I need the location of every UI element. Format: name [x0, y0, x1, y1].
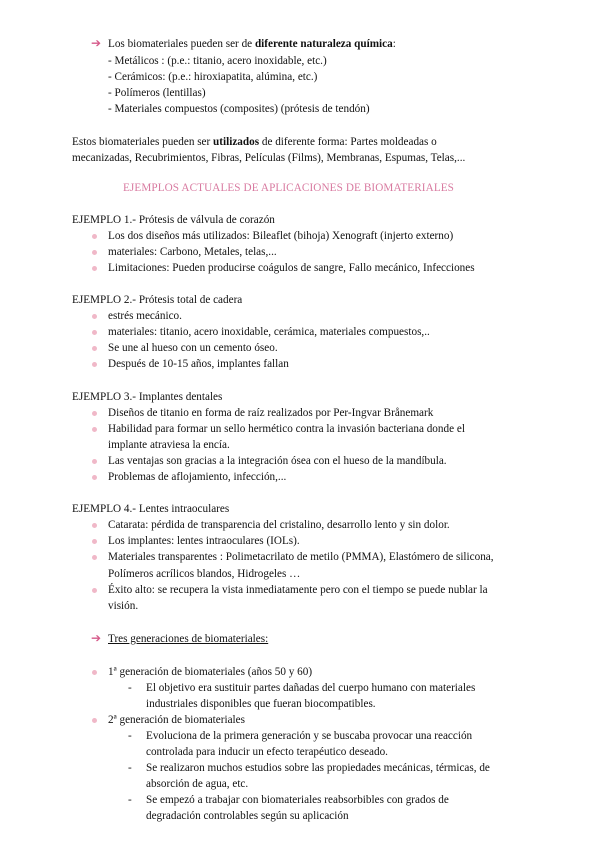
- bullet-dot-icon: [92, 266, 97, 271]
- bullet-dot-icon: [92, 411, 97, 416]
- bullet-dot-icon: [92, 523, 97, 528]
- bullet-dot-icon: [92, 362, 97, 367]
- arrow-bullet-icon: ➔: [91, 631, 102, 645]
- intro-lead-suffix: :: [392, 38, 396, 50]
- intro-lead: [108, 36, 396, 52]
- dash-bullet-icon: -: [128, 794, 132, 806]
- generation-item: Evoluciona de la primera generación y se buscaba provocar una reacción: [146, 730, 473, 742]
- generation-title: 2ª generación de biomateriales: [108, 714, 245, 726]
- example-item: Después de 10-15 años, implantes fallan: [108, 358, 289, 370]
- bullet-dot-icon: [92, 539, 97, 544]
- example-item: Los implantes: lentes intraoculares (IOLs).: [108, 535, 300, 547]
- section-title: EJEMPLOS ACTUALES DE APLICACIONES DE BIOMATERIALES: [123, 182, 455, 194]
- generation-item-continued: controlada para inducir un efecto terapéutico deseado.: [146, 746, 388, 758]
- example-item: Problemas de aflojamiento, infección,...: [108, 471, 287, 483]
- example-title: EJEMPLO 3.- Implantes dentales: [72, 391, 223, 403]
- bullet-dot-icon: [92, 427, 97, 432]
- example-item: Los dos diseños más utilizados: Bileaflet (bihoja) Xenograft (injerto externo): [108, 230, 454, 242]
- intro-lead-prefix: Los biomateriales pueden ser de: [108, 38, 255, 50]
- generation-item: Se realizaron muchos estudios sobre las propiedades mecánicas, térmicas, de: [146, 762, 490, 774]
- arrow-bullet-icon: ➔: [91, 36, 102, 50]
- generation-item-continued: absorción de agua, etc.: [146, 778, 249, 790]
- generation-title: 1ª generación de biomateriales (años 50 y 60): [108, 666, 313, 678]
- bullet-dot-icon: [92, 588, 97, 593]
- example-item: Éxito alto: se recupera la vista inmediatamente pero con el tiempo se puede nublar la: [108, 584, 488, 596]
- example-item: Catarata: pérdida de transparencia del cristalino, desarrollo lento y sin dolor.: [108, 519, 450, 531]
- example-item-continued: implante atraviesa la encía.: [108, 439, 230, 451]
- intro-lead-bold: diferente naturaleza química: [254, 38, 393, 50]
- bullet-dot-icon: [92, 330, 97, 335]
- example-item: Habilidad para formar un sello hermético contra la invasión bacteriana donde el: [108, 423, 465, 435]
- example-item: estrés mecánico.: [108, 310, 182, 322]
- dash-bullet-icon: -: [128, 682, 132, 694]
- intro-item: - Metálicos : (p.e.: titanio, acero inoxidable, etc.): [108, 55, 327, 67]
- bullet-dot-icon: [92, 670, 97, 675]
- bullet-dot-icon: [92, 250, 97, 255]
- generation-item: Se empezó a trabajar con biomateriales reabsorbibles con grados de: [146, 794, 449, 806]
- bullet-dot-icon: [92, 475, 97, 480]
- usage-prefix: Estos biomateriales pueden ser: [72, 136, 214, 148]
- bullet-dot-icon: [92, 459, 97, 464]
- usage-line-1: [72, 134, 437, 150]
- bullet-dot-icon: [92, 346, 97, 351]
- intro-item: - Cerámicos: (p.e.: hiroxiapatita, alúmina, etc.): [108, 71, 318, 83]
- example-item: Las ventajas son gracias a la integración ósea con el hueso de la mandíbula.: [108, 455, 447, 467]
- intro-item: - Materiales compuestos (composites) (prótesis de tendón): [108, 103, 370, 115]
- example-item: materiales: titanio, acero inoxidable, cerámica, materiales compuestos,..: [108, 326, 430, 338]
- bullet-dot-icon: [92, 314, 97, 319]
- example-item: Diseños de titanio en forma de raíz realizados por Per-Ingvar Brånemark: [108, 407, 434, 419]
- usage-suffix: de diferente forma: Partes moldeadas o: [259, 136, 437, 148]
- bullet-dot-icon: [92, 234, 97, 239]
- dash-bullet-icon: -: [128, 762, 132, 774]
- example-item-continued: visión.: [108, 600, 139, 612]
- example-title: EJEMPLO 4.- Lentes intraoculares: [72, 503, 230, 515]
- bullet-dot-icon: [92, 718, 97, 723]
- dash-bullet-icon: -: [128, 730, 132, 742]
- example-title: EJEMPLO 1.- Prótesis de válvula de corazón: [72, 214, 275, 226]
- usage-line-2: mecanizadas, Recubrimientos, Fibras, Películas (Films), Membranas, Espumas, Telas,...: [72, 152, 466, 164]
- example-title: EJEMPLO 2.- Prótesis total de cadera: [72, 294, 243, 306]
- intro-item: - Polímeros (lentillas): [108, 87, 206, 99]
- generation-item: El objetivo era sustituir partes dañadas del cuerpo humano con materiales: [146, 682, 476, 694]
- bullet-dot-icon: [92, 555, 97, 560]
- generation-item-continued: degradación controlables según su aplicación: [146, 810, 349, 822]
- example-item: Se une al hueso con un cemento óseo.: [108, 342, 278, 354]
- example-item-continued: Polímeros acrílicos blandos, Hidrogeles …: [108, 568, 301, 580]
- example-item: materiales: Carbono, Metales, telas,...: [108, 246, 277, 258]
- generations-heading: Tres generaciones de biomateriales:: [108, 633, 269, 645]
- example-item: Materiales transparentes : Polimetacrilato de metilo (PMMA), Elastómero de silicona,: [108, 551, 494, 563]
- generation-item-continued: industriales disponibles que fueran biocompatibles.: [146, 698, 376, 710]
- example-item: Limitaciones: Pueden producirse coágulos de sangre, Fallo mecánico, Infecciones: [108, 262, 475, 274]
- usage-bold: utilizados: [213, 136, 260, 148]
